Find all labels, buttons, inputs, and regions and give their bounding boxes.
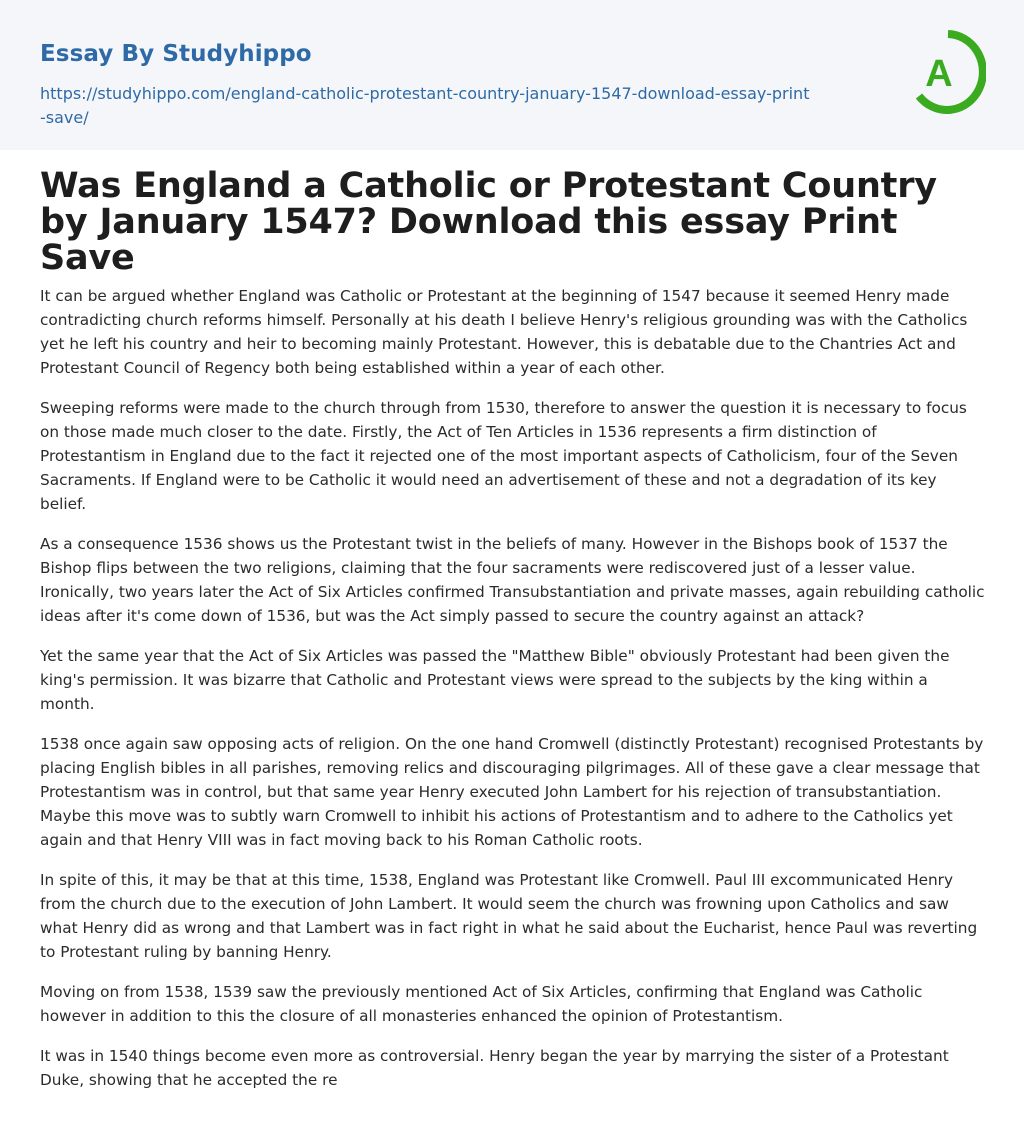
essay-paragraph: It can be argued whether England was Catholic or Protestant at the beginning of 1547 because it seemed Henry made contradicting church reforms himself. Personally at his death I believe Henry's religious grounding was with the Catholics yet he left his country and heir to becoming mainly Protestant. However, this is debatable due to the Chantries Act and Protestant Council of Regency both being established within a year of each other. (40, 287, 968, 377)
essay-paragraph: Sweeping reforms were made to the church through from 1530, therefore to answer the question it is necessary to focus on those made much closer to the date. Firstly, the Act of Ten Articles in 1536 represents a firm distinction of Protestantism in England due to the fact it rejected one of the most important aspects of Catholicism, four of the Seven Sacraments. If England were to be Catholic it would need an advertisement of these and not a degradation of its key belief. (40, 399, 967, 513)
essay-paragraph: It was in 1540 things become even more as controversial. Henry began the year by marrying the sister of a Protestant Duke, showing that he accepted the re (40, 1047, 949, 1089)
essay-paragraph: 1538 once again saw opposing acts of religion. On the one hand Cromwell (distinctly Protestant) recognised Protestants by placing English bibles in all parishes, removing relics and discouraging pilgrimages. All of these gave a clear message that Protestantism was in control, but that same year Henry executed John Lambert for his rejection of transubstantiation. Maybe this move was to subtly warn Cromwell to inhibit his actions of Protestantism and to adhere to the Catholics yet again and that Henry VIII was in fact moving back to his Roman Catholic roots. (40, 735, 984, 849)
svg-text:A: A (925, 53, 953, 95)
essay-paragraph: In spite of this, it may be that at this time, 1538, England was Protestant like Cromwell. Paul III excommunicated Henry from the church due to the execution of John Lambert. It would seem the church was frowning upon Catholics and saw what Henry did as wrong and that Lambert was in fact right in what he said about the Eucharist, hence Paul was reverting to Protestant ruling by banning Henry. (40, 871, 978, 961)
essay-content (40, 168, 986, 1108)
essay-paragraph: Moving on from 1538, 1539 saw the previously mentioned Act of Six Articles, confirming that England was Catholic however in addition to this the closure of all monasteries enhanced the opinion of Protestantism. (40, 983, 923, 1025)
essay-paragraph: As a consequence 1536 shows us the Protestant twist in the beliefs of many. However in the Bishops book of 1537 the Bishop flips between the two religions, claiming that the four sacraments were rediscovered just of a lesser value. Ironically, two years later the Act of Six Articles confirmed Transubstantiation and private masses, again rebuilding catholic ideas after it's come down of 1536, but was the Act simply passed to secure the country against an attack? (40, 535, 985, 625)
brand-title[interactable]: Essay By Studyhippo (40, 41, 312, 67)
essay-title: Was England a Catholic or Protestant Country by January 1547? Download this essay Print Save (40, 166, 937, 278)
source-url-link[interactable]: https://studyhippo.com/england-catholic-protestant-country-january-1547-download-essay-print-save/ (40, 84, 810, 127)
essay-paragraph: Yet the same year that the Act of Six Articles was passed the "Matthew Bible" obviously Protestant had been given the king's permission. It was bizarre that Catholic and Protestant views were spread to the subjects by the king within a month. (40, 647, 950, 713)
studyhippo-logo-icon[interactable] (910, 29, 986, 115)
site-header (0, 0, 1024, 150)
